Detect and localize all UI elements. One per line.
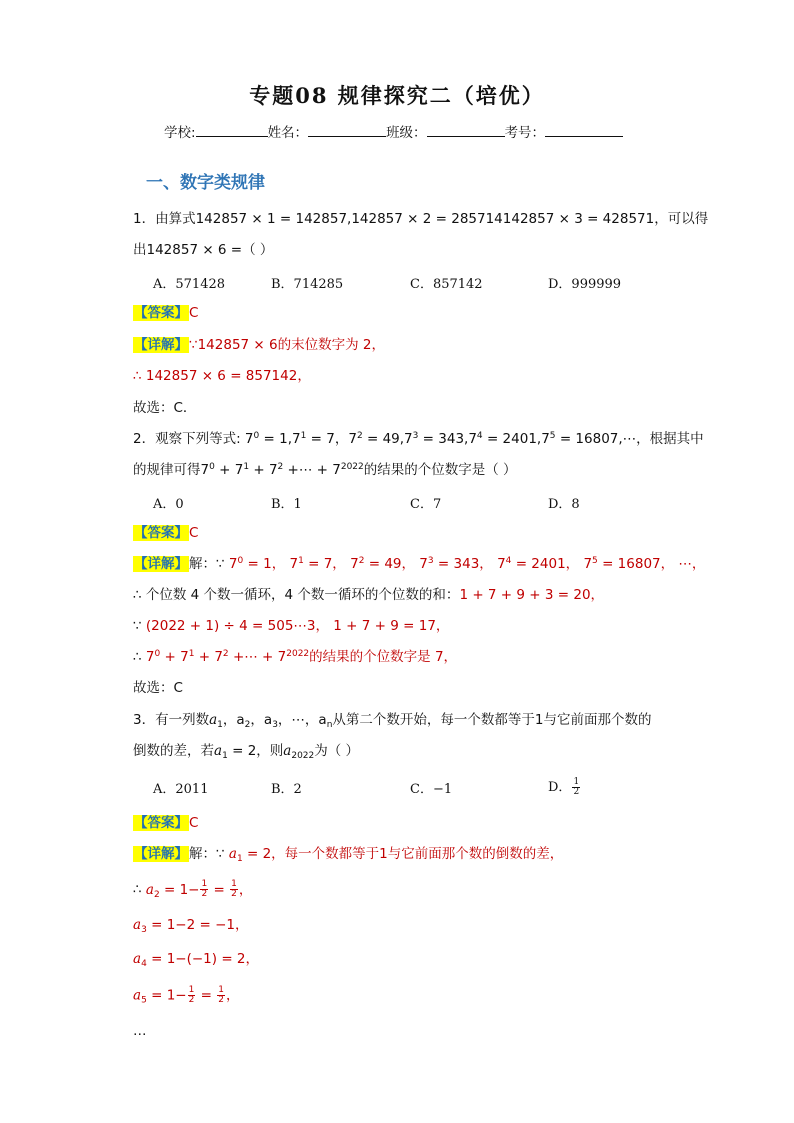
q2-detail-line3: ∵ (2022 + 1) ÷ 4 = 505⋯3， 1 + 7 + 9 = 17， <box>133 618 450 634</box>
q2-detail-line5: 故选：C <box>133 680 183 696</box>
q1-option-b[interactable]: B．714285 <box>271 277 344 292</box>
fraction: $\frac{1}{2}$ <box>573 777 580 797</box>
student-info-row <box>164 121 623 141</box>
q3-detail-line2: ∴ $a_2 = 1-$ $\frac{1}{2}$ = $\frac{1}{2}$ ， <box>133 879 253 900</box>
section-heading: 一、数字类规律 <box>146 173 265 193</box>
answer-tag: 【答案】 <box>134 815 188 831</box>
q3-answer: C <box>189 815 199 831</box>
name-blank[interactable] <box>308 123 386 137</box>
id-label: 考号： <box>504 125 546 141</box>
q1-detail-line3: 故选：C． <box>133 400 197 416</box>
q2-detail-line1: 【详解】解：∵ $7^0 = 1$， $7^1 = 7$， $7^2 = 49$， $7^3 = 343$， $7^4 = 2401$， $7^5 = 16807$， ⋯， <box>134 556 706 572</box>
q3-detail-line3: $a_3 = 1-2 = -1$， <box>133 917 249 935</box>
q2-option-c[interactable]: C．7 <box>410 497 442 512</box>
q2-stem-line1: 2．观察下列等式: $7^0 = 1,7^1 = 7$，$7^2 = 49,7^3 = 343,7^4 = 2401,7^5$ = 16807,⋯，根据其中 <box>133 431 704 447</box>
page-title: 专题08 规律探究二（培优） <box>249 83 545 108</box>
q3-detail-line6: … <box>133 1023 147 1039</box>
class-blank[interactable] <box>427 123 505 137</box>
q1-stem-line1: 1．由算式142857 × 1 = 142857,142857 × 2 = 285714142857 × 3 = 428571，可以得 <box>133 211 709 227</box>
detail-tag: 【详解】 <box>134 556 188 572</box>
q3-stem-line1: 3．有一列数$a_1$，$a_2$，$a_3$，⋯，$a_n$从第二个数开始，每一个数都等于1与它前面那个数的 <box>133 712 652 730</box>
answer-tag: 【答案】 <box>134 525 188 541</box>
q2-option-b[interactable]: B．1 <box>271 497 302 512</box>
q1-detail-line1: 【详解】∵142857 × 6的末位数字为 2， <box>134 337 386 353</box>
q3-stem-line2: 倒数的差，若$a_1 = 2$，则$a_{2022}$为（ ） <box>133 743 360 761</box>
class-label: 班级： <box>386 125 427 141</box>
id-blank[interactable] <box>545 123 623 137</box>
answer-tag: 【答案】 <box>134 305 188 321</box>
q1-option-a[interactable]: A．571428 <box>153 277 226 292</box>
q1-option-c[interactable]: C．857142 <box>410 277 483 292</box>
name-label: 姓名： <box>267 125 309 141</box>
q1-detail-line2: ∴ 142857 × 6 = 857142， <box>133 368 311 384</box>
q2-answer-line <box>133 524 198 542</box>
q3-detail-line5: $a_5 = 1-$ $\frac{1}{2}$ = $\frac{1}{2}$ ， <box>133 985 240 1006</box>
detail-tag: 【详解】 <box>134 846 188 862</box>
detail-tag: 【详解】 <box>134 337 188 353</box>
q3-option-d[interactable]: D． $\frac{1}{2}$ <box>548 777 580 797</box>
q2-answer: C <box>189 525 199 541</box>
q3-detail-line4: $a_4 = 1-(-1) = 2$， <box>133 951 260 969</box>
school-label: 学校: <box>164 125 196 141</box>
q2-option-a[interactable]: A．0 <box>153 497 184 512</box>
q3-option-a[interactable]: A．2011 <box>153 782 209 797</box>
q1-answer: C <box>189 305 199 321</box>
q2-detail-line2: ∴ 个位数 4 个数一循环，4 个数一循环的个位数的和：1 + 7 + 9 + 3 = 20， <box>133 587 605 603</box>
q3-answer-line <box>133 814 198 832</box>
q1-stem-line2: 出142857 × 6 =（ ） <box>133 242 274 258</box>
q3-option-c[interactable]: C．−1 <box>410 782 453 797</box>
q1-option-d[interactable]: D．999999 <box>548 277 622 292</box>
q2-option-d[interactable]: D．8 <box>548 497 580 512</box>
q3-option-b[interactable]: B．2 <box>271 782 302 797</box>
q1-answer-line <box>133 304 198 322</box>
q2-detail-line4: ∴ $7^0 + 7^1 + 7^2$ +⋯ + $7^{2022}$的结果的个位数字是 7， <box>133 649 458 665</box>
q2-stem-line2: 的规律可得$7^0 + 7^1 + 7^2$ +⋯ + $7^{2022}$的结果的个位数字是（ ） <box>133 462 517 478</box>
q3-detail-line1: 【详解】解：∵ $a_1 = 2$，每一个数都等于1与它前面那个数的倒数的差， <box>134 846 564 864</box>
school-blank[interactable] <box>196 123 268 137</box>
